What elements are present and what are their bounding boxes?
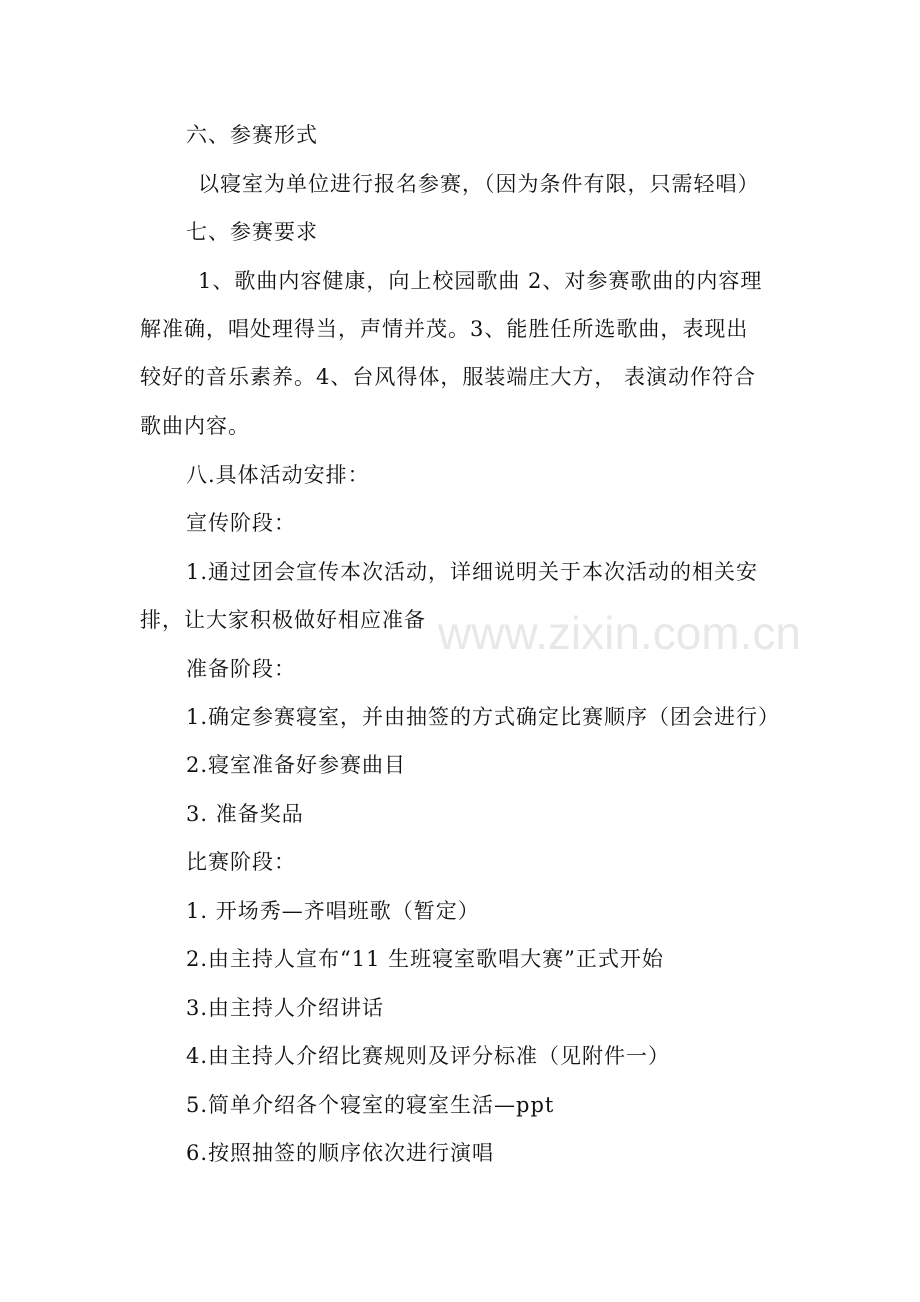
prep-item: 1.确定参赛寝室，并由抽签的方式确定比赛顺序（团会进行） [186,705,781,729]
prep-item: 2.寝室准备好参赛曲目 [186,753,407,777]
prep-item: 3. 准备奖品 [186,802,304,826]
requirements-line: 较好的音乐素养。4、台风得体，服装端庄大方， 表演动作符合 [140,365,757,389]
format-text: 以寝室为单位进行报名参赛，（因为条件有限，只需轻唱） [198,172,760,196]
stage-heading-promo: 宣传阶段： [186,511,296,535]
requirements-line: 解准确，唱处理得当，声情并茂。3、能胜任所选歌曲，表现出 [140,317,749,341]
contest-item: 4.由主持人介绍比赛规则及评分标准（见附件一） [186,1044,671,1068]
requirements-line: 1、歌曲内容健康，向上校园歌曲 2、对参赛歌曲的内容理 [198,269,763,293]
contest-item: 6.按照抽签的顺序依次进行演唱 [186,1141,495,1165]
section-heading-format: 六、参赛形式 [186,123,318,147]
contest-item: 2.由主持人宣布“11 生班寝室歌唱大赛”正式开始 [186,947,664,971]
stage-heading-contest: 比赛阶段： [186,850,296,874]
promo-line: 排，让大家积极做好相应准备 [140,608,426,632]
contest-item: 1. 开场秀—齐唱班歌（暂定） [186,899,480,923]
contest-item: 3.由主持人介绍讲话 [186,996,385,1020]
promo-line: 1.通过团会宣传本次活动，详细说明关于本次活动的相关安 [186,560,759,584]
section-heading-schedule: 八.具体活动安排： [186,463,370,487]
stage-heading-prep: 准备阶段： [186,657,296,681]
watermark: www.zixin.com.cn [438,607,801,659]
requirements-line: 歌曲内容。 [140,414,250,438]
section-heading-requirements: 七、参赛要求 [186,220,318,244]
contest-item: 5.简单介绍各个寝室的寝室生活—ppt [186,1093,555,1117]
